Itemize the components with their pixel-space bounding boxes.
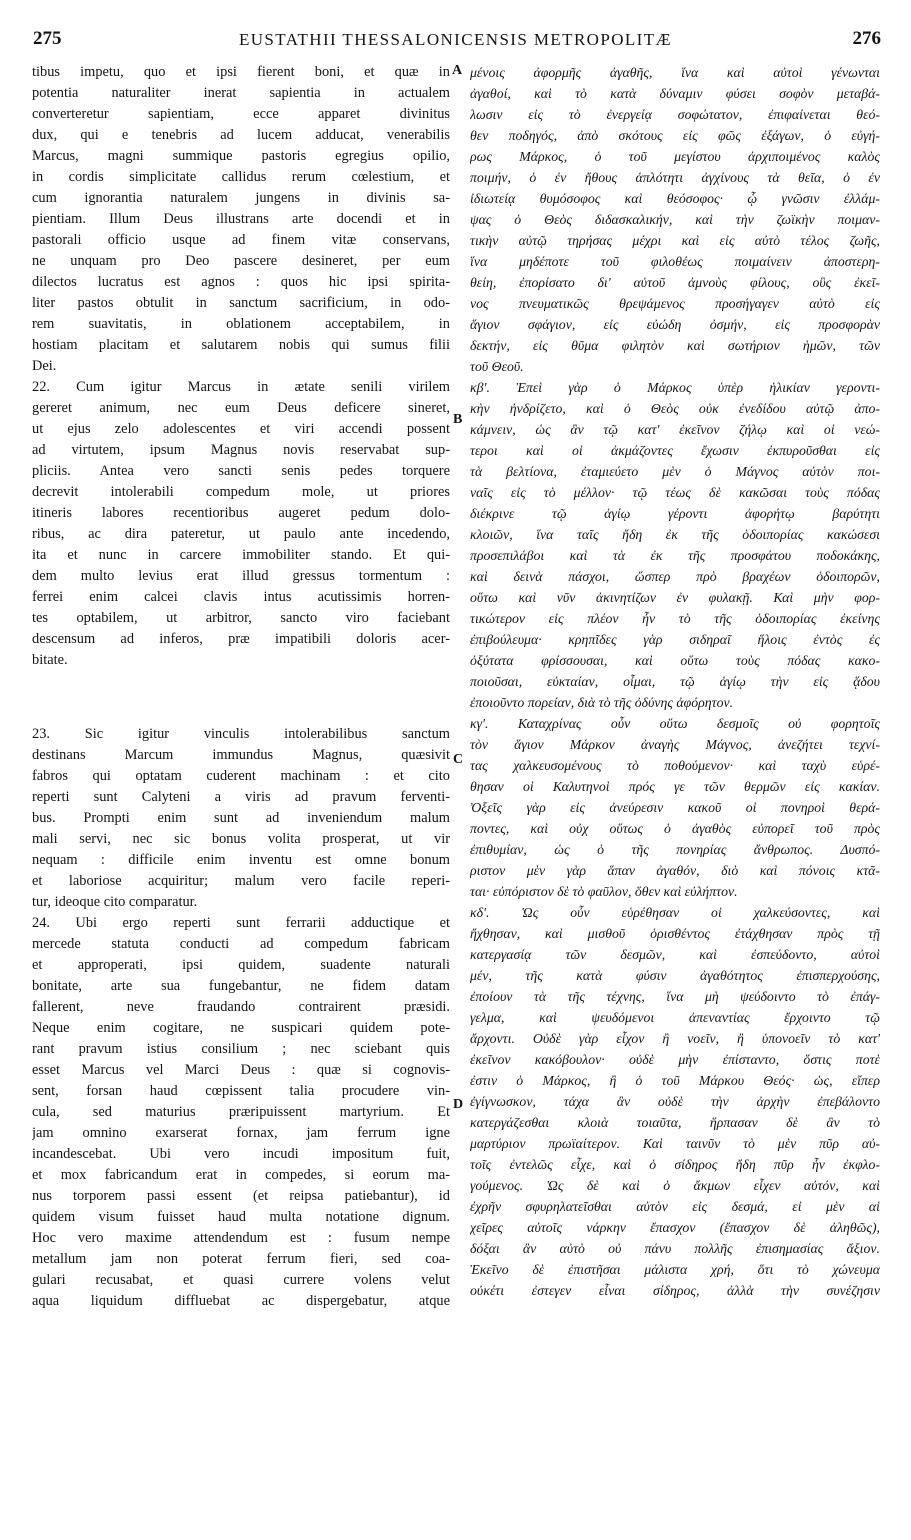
greek-text-line: ἐπιβούλευμα· κρηπῖδες γὰρ σιδηραῖ ἥλοις ἐντὸς ἐς xyxy=(470,632,880,647)
greek-text-line: μέν, τῆς κατὰ φύσιν ἀγαθότητος ἐπισπερχούσης, xyxy=(470,968,880,983)
greek-text-line: ἄρχοντι. Οὐδὲ γὰρ εἶχον ἢ νοεῖν, ἢ ὑπονοεῖν τὸ κατ' xyxy=(470,1031,880,1046)
greek-text-line: γούμενος. Ὡς δὲ καὶ ὁ ἄκμων εἶχεν αὐτόν, καὶ xyxy=(470,1178,880,1193)
greek-text-line: ποντες, καὶ οὐχ οὕτως ὁ ἀγαθὸς εὐπορεῖ τοῦ πρὸς xyxy=(470,821,880,836)
latin-text-line: ferrei enim calcei clavis intus acutissimis horren- xyxy=(32,589,450,605)
latin-text-line: ita et nunc in carcere immobiliter stando. Et qui- xyxy=(32,547,450,563)
greek-text-line: κατεργάζεσθαι κλοιὰ τοιαῦτα, ἥρπασαν δὲ ἂν τὸ xyxy=(470,1115,880,1130)
greek-text-line: καὶ δεινὰ πάσχοι, ὥσπερ πρὸ βραχέων ὁδοιπορῶν, xyxy=(470,569,880,584)
greek-text-line: ἐχρῆν σφυρηλατεῖσθαι αὐτὸν εἰς δεσμά, εἰ μὲν αἱ xyxy=(470,1199,880,1214)
latin-text-line: nequam : difficile enim inventu est omne bonum xyxy=(32,852,450,868)
running-header xyxy=(0,22,911,52)
latin-text-line: jam omnino exarserat fornax, jam ferrum igne xyxy=(32,1125,450,1141)
latin-text-line: potentia naturaliter inerat sapientia in actualem xyxy=(32,85,450,101)
latin-text-line: tes optabilem, ut arbitror, sancto viro faciebant xyxy=(32,610,450,626)
latin-text-line: hostiam placitam et salutarem nobis qui sumus filii xyxy=(32,337,450,353)
latin-text-line: dilectos lucratus est agnos : quos hic ipsi spirita- xyxy=(32,274,450,290)
margin-marker-d: D xyxy=(453,1097,464,1112)
greek-text-line: κὴν ἠνδρίζετο, καὶ ὁ Θεὸς οὐκ ἐνεδίδου αὐτῷ ἀπο- xyxy=(470,401,880,416)
greek-text-line: τοῦ Θεοῦ. xyxy=(470,359,524,374)
latin-text-line: dux, qui e tenebris ad lucem adducat, venerabilis xyxy=(32,127,450,143)
greek-text-line: ἰδιωτείᾳ θυμόσοφος καὶ θεόσοφος· ᾧ γνῶσιν ἐλλάμ- xyxy=(470,191,880,206)
greek-text-line: Ὀξεῖς γὰρ εἰς ἀνεύρεσιν κακοῦ οἱ πονηροὶ θερά- xyxy=(470,800,880,815)
greek-text-line: δόξαι ἂν αὐτὸ οὐ πάνυ πολλῆς ἐπισημασίας ἄξιον. xyxy=(470,1241,880,1256)
latin-text-line: Neque enim cogitare, ne suspicari quidem pote- xyxy=(32,1020,450,1036)
latin-text-line: ne unquam pro Deo pascere desineret, per eum xyxy=(32,253,450,269)
margin-marker-c: C xyxy=(453,752,464,767)
greek-text-line: θησαν οἱ Καλυτηνοὶ πρός γε τῶν θερμῶν εἰς κακίαν. xyxy=(470,779,880,794)
greek-text-line: ναῖς εἰς τὸ μέλλον· τῷ τέως δὲ κακῶσαι τοὺς πόδας xyxy=(470,485,880,500)
latin-text-line: rem suavitatis, in oblationem acceptabilem, in xyxy=(32,316,450,332)
greek-text-line: θείη, ἐπορίσατο δι' αὐτοῦ ἀμνοὺς φίλους, οὓς ἐκεῖ- xyxy=(470,275,880,290)
greek-text-line: ἐποιοῦντο πορείαν, διὰ τὸ τῆς ὀδύνης ἀφόρητον. xyxy=(470,695,734,710)
latin-text-line: gereret animum, nec eum Deus deficere sineret, xyxy=(32,400,450,416)
latin-text-line: bonitate, arte sua fungebantur, ne fidem datam xyxy=(32,978,450,994)
latin-text-line: mercede statuta conducti ad compedum fabricam xyxy=(32,936,450,952)
latin-text-line: sent, forsan haud cœpissent talia procudere vin- xyxy=(32,1083,450,1099)
latin-text-line: dem multo levius erat illud gressus tormentum : xyxy=(32,568,450,584)
margin-marker-b: B xyxy=(453,412,463,427)
latin-text-line: incandescebat. Ubi vero incudi impositum fuit, xyxy=(32,1146,450,1162)
greek-text-line: οὕτω καὶ νῦν ἀκινητίζων ἐν φυλακῇ. Καὶ μὴν φορ- xyxy=(470,590,880,605)
latin-text-line: decrevit intolerabili compedum mole, ut priores xyxy=(32,484,450,500)
latin-text-line: fallerent, neve fraudando contrairent præsidi. xyxy=(32,999,450,1015)
page-number-left: 275 xyxy=(33,28,62,49)
greek-text-line: τεροι καὶ οἱ ἀκμάζοντες ἔχωσιν ἐκπυροῦσθαι εἰς xyxy=(470,443,880,458)
latin-text-line: ad virtutem, ipsum Magnus novis reservabat sup- xyxy=(32,442,450,458)
latin-text-line: rant pravum istius consilium ; nec sciebant quis xyxy=(32,1041,450,1057)
latin-text-line: et laboriose acquiritur; malum vero facile reperi- xyxy=(32,873,450,889)
greek-text-line: ἐκεῖνον κακόβουλον· οὐδὲ μὴν ἐπίσταντο, ὅστις ποτὲ xyxy=(470,1052,880,1067)
latin-text-line: tur, ideoque cito comparatur. xyxy=(32,894,198,910)
greek-text-line: ἤχθησαν, καὶ μισθοῦ ὁρισθέντος ἐτάχθησαν πρὸς τῇ xyxy=(470,926,880,941)
greek-text-line: ρως Μάρκος, ὁ τοῦ μεγίστου ἀρχιποιμένος καλὸς xyxy=(470,149,880,164)
greek-text-line: νος πνευματικῶς θρεψάμενος προσήγαγεν αὐτὸ εἰς xyxy=(470,296,880,311)
latin-text-line: et mox fabricandum erat in compedes, si eorum ma- xyxy=(32,1167,450,1183)
latin-text-line: 24. Ubi ergo reperti sunt ferrarii adductique et xyxy=(32,915,450,931)
latin-text-line: liter pastos obtulit in sanctum sacrificium, in odo- xyxy=(32,295,450,311)
latin-text-line: nus torporem passi essent (et reipsa patiebantur), id xyxy=(32,1188,450,1204)
greek-text-line: ἅγιον σφάγιον, εἰς εὐώδη ὀσμήν, εἰς προσφορὰν xyxy=(470,317,880,332)
latin-text-line: pastorali officio usque ad finem vitæ conservans, xyxy=(32,232,450,248)
greek-text-line: τὸν ἅγιον Μάρκον ἀναγὴς Μάγνος, ἀνεζήτει τεχνί- xyxy=(470,737,880,752)
greek-text-line: ἐποίουν τὰ τῆς τέχνης, ἵνα μὴ ψεύδοιντο τὸ ἐπάγ- xyxy=(470,989,880,1004)
greek-column xyxy=(470,62,880,1301)
latin-column xyxy=(32,62,450,1312)
latin-text-line: tibus impetu, quo et ipsi fierent boni, et quæ in xyxy=(32,64,450,80)
greek-text-line: δεκτήν, εἰς θῦμα φιλητὸν καὶ σωτήριον ἡμῶν, τῶν xyxy=(470,338,880,353)
greek-text-line: ἐστιν ὁ Μάρκος, ἢ ὁ τοῦ Μάρκου Θεός· ὡς, εἴπερ xyxy=(470,1073,880,1088)
latin-text-line: in cordis simplicitate callidus rerum cœlestium, et xyxy=(32,169,450,185)
greek-text-line: οὐκέτι ἐστεγεν εἶναι σίδηρος, ἀλλὰ τὴν συνέζησιν xyxy=(470,1283,880,1298)
greek-text-line: ἐπιθυμίαν, ὡς ὁ τῆς πονηρίας ἄνθρωπος. Δυσπό- xyxy=(470,842,880,857)
latin-text-line: itineris labores recentioribus augeret pedum dolo- xyxy=(32,505,450,521)
latin-text-line: Hoc vero maxime attendendum est : fusum nempe xyxy=(32,1230,450,1246)
latin-text-line: pliciis. Antea vero sancti senis pedes torquere xyxy=(32,463,450,479)
latin-text-line: destinans Marcum immundus Magnus, quæsivit xyxy=(32,747,450,763)
section-gap xyxy=(32,671,450,724)
margin-marker-a: A xyxy=(452,63,463,78)
greek-text-line: μένοις ἀφορμῆς ἀγαθῆς, ἵνα καὶ αὐτοὶ γένωνται xyxy=(470,65,880,80)
latin-text-line: quidem visum fuisset haud multa notatione dignum. xyxy=(32,1209,450,1225)
latin-text-line: pientiam. Illum Deus illustrans arte docendi et in xyxy=(32,211,450,227)
latin-text-line: bitate. xyxy=(32,652,68,668)
greek-text-line: ἵνα μηδέποτε τοῦ φιλοθέως ποιμαίνειν ἀποστερη- xyxy=(470,254,880,269)
latin-text-line: 22. Cum igitur Marcus in ætate senili virilem xyxy=(32,379,450,395)
greek-text-line: κβ'. Ἐπεὶ γὰρ ὁ Μάρκος ὑπὲρ ἡλικίαν γεροντι- xyxy=(470,380,880,395)
greek-text-line: χεῖρες αὐτοῖς νάρκην ἔπασχον (ἔπασχον δὲ ἀληθῶς), xyxy=(470,1220,880,1235)
greek-text-line: κλοιῶν, ἵνα ταῖς ἤδη ἐκ τῆς ὁδοιπορίας κακώσεσι xyxy=(470,527,880,542)
greek-text-line: τικώτερον εἰς πλέον ἦν τὸ τῆς ὁδοιπορίας ἐκείνης xyxy=(470,611,880,626)
latin-text-line: aqua liquidum diffluebat ac dispergebatur, atque xyxy=(32,1293,450,1309)
latin-text-line: 23. Sic igitur vinculis intolerabilibus sanctum xyxy=(32,726,450,742)
greek-text-line: τικὴν αὐτῷ τηρήσας μέχρι καὶ εἰς αὐτὸ τέλος ζωῆς, xyxy=(470,233,880,248)
latin-text-line: cula, sed maturius præripuissent martyrium. Et xyxy=(32,1104,450,1120)
latin-text-line: ut ejus zelo adolescentes et viri accendi possent xyxy=(32,421,450,437)
greek-text-line: ἀγαθοί, καὶ τὸ κατὰ δύναμιν φύσει σοφὸν μεταβά- xyxy=(470,86,880,101)
latin-text-line: metallum jam non poterat ferrum fieri, sed coa- xyxy=(32,1251,450,1267)
latin-text-line: ribus, ac dira pateretur, ut paulo ante incedendo, xyxy=(32,526,450,542)
greek-text-line: τοῖς ἐντελῶς εἶχε, καὶ ὁ σίδηρος ἤδη πῦρ ἦν ἐκφλο- xyxy=(470,1157,880,1172)
latin-text-line: mali servi, nec sic bonus volita prosperat, ut vir xyxy=(32,831,450,847)
greek-text-line: γελμα, καὶ ψευδόμενοι ἀπεναντίας ἔρχοιντο τῷ xyxy=(470,1010,880,1025)
greek-text-line: ποιοῦσαι, εὐκταίαν, οἶμαι, τῷ ἁγίῳ τὴν εἰς ᾅδου xyxy=(470,674,880,689)
latin-text-line: Marcus, magni summique pastoris egregius opilio, xyxy=(32,148,450,164)
greek-text-line: προσεπιλάβοι καὶ τὰ ἐκ τῆς προσφάτου ποδοκάκης, xyxy=(470,548,880,563)
latin-text-line: cum ignorantia naturalem jungens in divinis sa- xyxy=(32,190,450,206)
greek-text-line: ποιμήν, ὁ ἐν ἤθους ἁπλότητι ἀγχίνους τὰ θεῖα, ὁ ἐν xyxy=(470,170,880,185)
greek-text-line: τὰ βελτίονα, ἐταμιεύετο μὲν ὁ Μάγνος αὐτὸν ποι- xyxy=(470,464,880,479)
greek-text-line: θεν ποδηγός, ἀπὸ σκότους εἰς φῶς ἐξάγων, ὁ εὐγή- xyxy=(470,128,880,143)
latin-text-line: descensum ad inferos, præ impatibili doloris acer- xyxy=(32,631,450,647)
greek-text-line: λωσιν εἰς τὸ ἐνεργείᾳ σοφώτατον, ἐπιφαίνεται θεό- xyxy=(470,107,880,122)
greek-text-line: ἐγίγνωσκον, τάχα ἂν οὐδὲ τὴν ἀρχὴν ἐπεβάλοντο xyxy=(470,1094,880,1109)
latin-text-line: et approperati, ipsi quidem, suadente naturali xyxy=(32,957,450,973)
greek-text-line: ται· εὐπόριστον δὲ τὸ φαῦλον, ὅθεν καὶ εὐλήπτον. xyxy=(470,884,738,899)
greek-text-line: τας χαλκευσομένους τὸ ποθούμενον· καὶ ταχὺ εὑρέ- xyxy=(470,758,880,773)
greek-text-line: κάμνειν, ὡς ἂν τῷ κατ' ἐκεῖνον ζήλῳ καὶ οἱ νεώ- xyxy=(470,422,880,437)
latin-text-line: gulari recusabat, et quasi currere volens velut xyxy=(32,1272,450,1288)
greek-text-line: μαρτύριον πρωϊαίτερον. Καὶ ταινῦν τὸ μὲν πῦρ αὐ- xyxy=(470,1136,880,1151)
latin-text-line: Dei. xyxy=(32,358,57,374)
greek-text-line: ὀξύτατα φρίσσουσαι, καὶ οὕτω τοὺς πόδας κακο- xyxy=(470,653,880,668)
greek-text-line: ριστον μὲν γὰρ ἅπαν ἀγαθόν, διὸ καὶ πόνοις κτᾶ- xyxy=(470,863,880,878)
latin-text-line: esset Marcus vel Marci Deus : quæ si cognovis- xyxy=(32,1062,450,1078)
latin-text-line: converteretur sapientiam, ecce apparet divinitus xyxy=(32,106,450,122)
latin-text-line: reperti sunt Calyteni a viris ad pravum ferventi- xyxy=(32,789,450,805)
greek-text-line: ψας ὁ Θεὸς διδασκαλικήν, καὶ τὴν ζωϊκὴν ποιμαν- xyxy=(470,212,880,227)
latin-text-line: bus. Prompti enim sunt ad inveniendum malum xyxy=(32,810,450,826)
page-number-right: 276 xyxy=(852,28,881,49)
greek-text-line: κγ'. Καταχρίνας οὖν οὕτω δεσμοῖς οὐ φορητοῖς xyxy=(470,716,880,731)
latin-text-line: fabros qui optatam cuderent machinam : et cito xyxy=(32,768,450,784)
running-title: EUSTATHII THESSALONICENSIS METROPOLITÆ xyxy=(238,30,673,49)
greek-text-line: κδ'. Ὡς οὖν εὑρέθησαν οἱ χαλκεύσοντες, καὶ xyxy=(470,905,880,920)
greek-text-line: Ἐκεῖνο δὲ ἐπιστῆσαι μάλιστα χρή, ὅτι τὸ χώνευμα xyxy=(470,1262,880,1277)
greek-text-line: κατεργασίᾳ τῶν δεσμῶν, καὶ ἐσπεύδοντο, αὐτοὶ xyxy=(470,947,880,962)
greek-text-line: διέκρινε τῷ ἁγίῳ γέροντι ἀφορήτῳ βαρύτητι xyxy=(470,506,880,521)
